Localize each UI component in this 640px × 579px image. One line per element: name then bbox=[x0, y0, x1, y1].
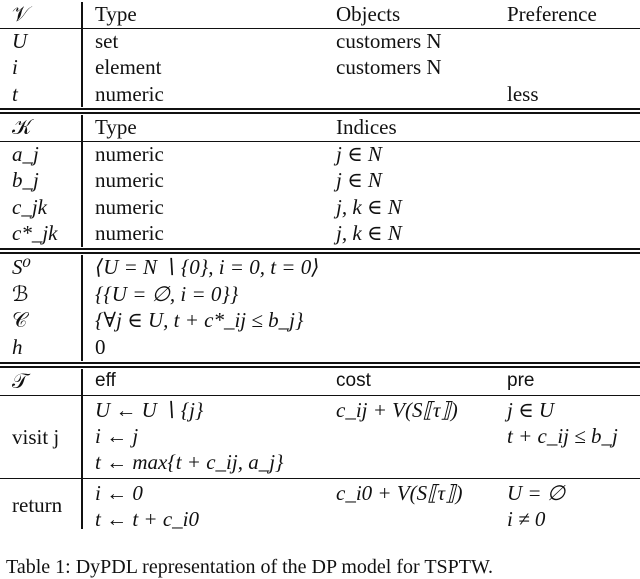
effect: t ← max{t + c_ij, a_j} bbox=[95, 450, 284, 474]
table-row bbox=[0, 54, 640, 81]
table-row bbox=[0, 307, 640, 334]
row-preference: less bbox=[507, 81, 539, 106]
const-header-row bbox=[0, 114, 640, 141]
row-symbol: c_jk bbox=[12, 194, 47, 219]
table-row bbox=[0, 254, 640, 281]
type-header: Type bbox=[95, 115, 137, 139]
row-symbol: t bbox=[12, 81, 18, 106]
trans-header-row bbox=[0, 368, 640, 395]
row-type: numeric bbox=[95, 141, 164, 166]
preference-header: Preference bbox=[507, 2, 597, 26]
type-header: Type bbox=[95, 2, 137, 26]
return-transition bbox=[0, 480, 640, 532]
row-value: {{U = ∅, i = 0}} bbox=[95, 281, 239, 306]
row-symbol: c*_jk bbox=[12, 221, 58, 245]
var-symbol: 𝒱 bbox=[12, 2, 30, 26]
row-symbol: ℬ bbox=[12, 281, 29, 306]
row-indices: j, k ∈ N bbox=[336, 194, 402, 219]
row-symbol: b_j bbox=[12, 168, 39, 192]
row-rule bbox=[0, 478, 640, 479]
double-rule bbox=[0, 362, 640, 364]
row-value: {∀j ∈ U, t + c*_ij ≤ b_j} bbox=[95, 308, 304, 332]
row-indices: j ∈ N bbox=[336, 168, 382, 192]
table-row bbox=[0, 81, 640, 108]
row-symbol: U bbox=[12, 28, 28, 53]
row-type: set bbox=[95, 28, 119, 53]
const-symbol: 𝒦 bbox=[12, 115, 32, 139]
table-row bbox=[0, 28, 640, 55]
pre-header: pre bbox=[507, 370, 535, 391]
cost-header: cost bbox=[336, 370, 371, 391]
row-type: numeric bbox=[95, 168, 164, 192]
effect: t ← t + c_i0 bbox=[95, 507, 199, 531]
effect: U ← U ∖ {j} bbox=[95, 398, 204, 422]
header-rule bbox=[0, 395, 640, 396]
var-header-row bbox=[0, 1, 640, 28]
row-symbol: 𝒞 bbox=[12, 308, 28, 332]
indices-header: Indices bbox=[336, 115, 397, 139]
eff-header: eff bbox=[95, 370, 116, 391]
row-value: ⟨U = N ∖ {0}, i = 0, t = 0⟩ bbox=[95, 255, 320, 279]
table-row bbox=[0, 220, 640, 247]
table-row bbox=[0, 194, 640, 221]
transition-label: visit j bbox=[12, 425, 60, 449]
effect: i ← 0 bbox=[95, 481, 143, 505]
row-objects: customers N bbox=[336, 55, 442, 79]
row-value: 0 bbox=[95, 334, 106, 359]
row-symbol: a_j bbox=[12, 141, 39, 166]
row-type: element bbox=[95, 55, 162, 79]
precondition: i ≠ 0 bbox=[507, 507, 546, 531]
effect: i ← j bbox=[95, 424, 139, 448]
row-symbol: i bbox=[12, 55, 18, 79]
row-symbol: S⁰ bbox=[12, 255, 31, 279]
cost: c_ij + V(S⟦τ⟧) bbox=[336, 398, 458, 422]
visit-transition bbox=[0, 397, 640, 477]
precondition: j ∈ U bbox=[507, 398, 555, 422]
double-rule bbox=[0, 248, 640, 250]
row-indices: j ∈ N bbox=[336, 141, 382, 166]
row-objects: customers N bbox=[336, 28, 442, 53]
row-type: numeric bbox=[95, 81, 164, 106]
table-row bbox=[0, 167, 640, 194]
precondition: t + c_ij ≤ b_j bbox=[507, 424, 618, 448]
row-indices: j, k ∈ N bbox=[336, 221, 402, 245]
table-row bbox=[0, 334, 640, 361]
cost: c_i0 + V(S⟦τ⟧) bbox=[336, 481, 463, 505]
row-type: numeric bbox=[95, 221, 164, 245]
trans-symbol: 𝒯 bbox=[12, 369, 29, 393]
precondition: U = ∅ bbox=[507, 481, 566, 505]
double-rule bbox=[0, 108, 640, 110]
table-row bbox=[0, 281, 640, 308]
objects-header: Objects bbox=[336, 2, 401, 26]
transition-label: return bbox=[12, 493, 63, 517]
row-symbol: h bbox=[12, 334, 23, 359]
table-caption: Table 1: DyPDL representation of the DP model for TSPTW. bbox=[6, 556, 494, 578]
row-type: numeric bbox=[95, 194, 164, 219]
table-row bbox=[0, 141, 640, 168]
